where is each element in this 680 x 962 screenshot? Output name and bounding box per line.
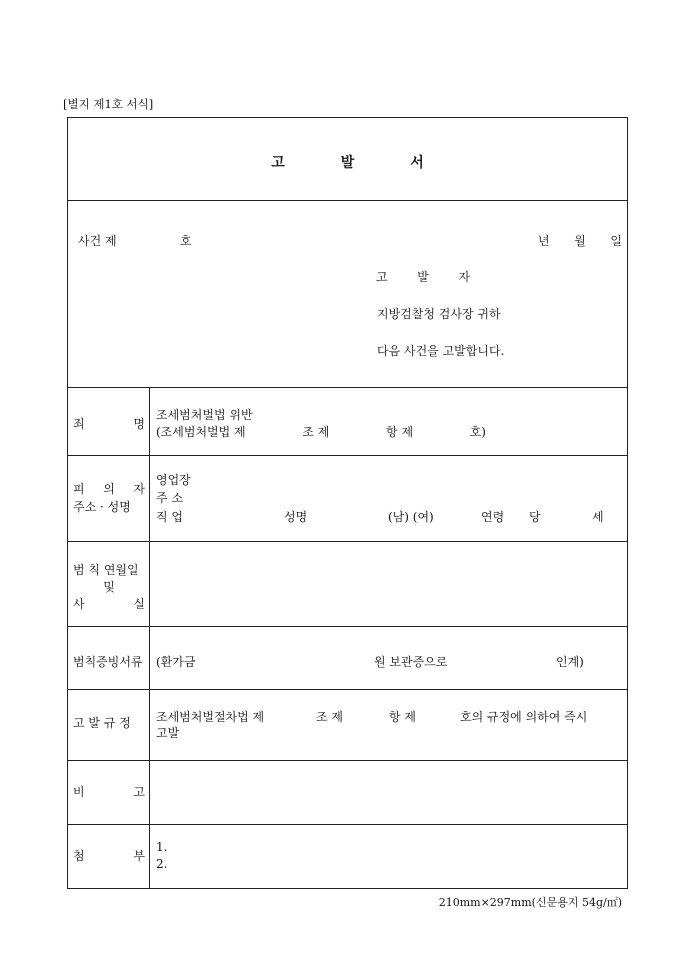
divider [68, 541, 627, 542]
remarks-label: 비 고 [73, 785, 145, 799]
divider [68, 455, 627, 456]
divider [68, 689, 627, 690]
violation-label-facts: 사 실 [73, 597, 145, 611]
violation-label: 범 칙 연월일 [73, 563, 139, 577]
evidence-label: 범칙증빙서류 [73, 655, 143, 669]
charge-line-1: 조세범처벌법 위반 [156, 408, 253, 422]
divider [68, 200, 627, 201]
divider [68, 760, 627, 761]
form-title: 고 발 서 [271, 155, 424, 171]
case-number-suffix: 호 [180, 234, 192, 248]
provision-line-2: 고발 [156, 726, 180, 740]
charge-line-2: (조세범처벌법 제 조 제 항 제 호) [156, 425, 486, 439]
case-number-prefix: 사건 제 [78, 234, 117, 248]
violation-label-and: 및 [103, 580, 115, 594]
charge-label: 죄 명 [73, 417, 145, 431]
attachment-item-2: 2. [156, 857, 168, 871]
accusation-statement: 다음 사건을 고발합니다. [377, 344, 505, 358]
divider [68, 824, 627, 825]
attachment-item-1: 1. [156, 840, 168, 854]
provision-label: 고 발 규 정 [73, 716, 131, 730]
accusation-form: 고 발 서 사건 제 호 년 월 일 고 발 자 지방검찰청 검사장 귀하 다음 사건을 고발합니다. 죄 명 조세범처벌법 위반 (조세범처벌법 제 조 제 항 제 호) 피 의 자 주소 · 성명 영업장 주 소 직 업 성명 (남) (여) 연령 당 세 범 칙 연월일 및 사 실 범칙증빙서류 (환가금 원 보관증으로 인계) 고 발 규 정 조세범처벌절차법 제 조 제 항 제 호의 규정에 의하여 즉시 고발 비 고 첨 부 1. 2. [67, 117, 628, 889]
divider [68, 626, 627, 627]
suspect-address: 주 소 [156, 491, 183, 505]
suspect-business: 영업장 [156, 473, 191, 487]
divider [68, 387, 627, 388]
suspect-label-address-name: 주소 · 성명 [73, 500, 131, 514]
suspect-label: 피 의 자 [73, 482, 145, 496]
accuser-label: 고 발 자 [376, 270, 470, 284]
paper-size-note: 210mm×297mm(신문용지 54g/㎡) [438, 896, 622, 909]
attachment-label: 첨 부 [73, 849, 145, 863]
form-number-label: [별지 제1호 서식] [63, 97, 154, 111]
filing-date: 년 월 일 [538, 234, 622, 248]
column-divider [149, 387, 150, 889]
addressee: 지방검찰청 검사장 귀하 [377, 307, 501, 321]
